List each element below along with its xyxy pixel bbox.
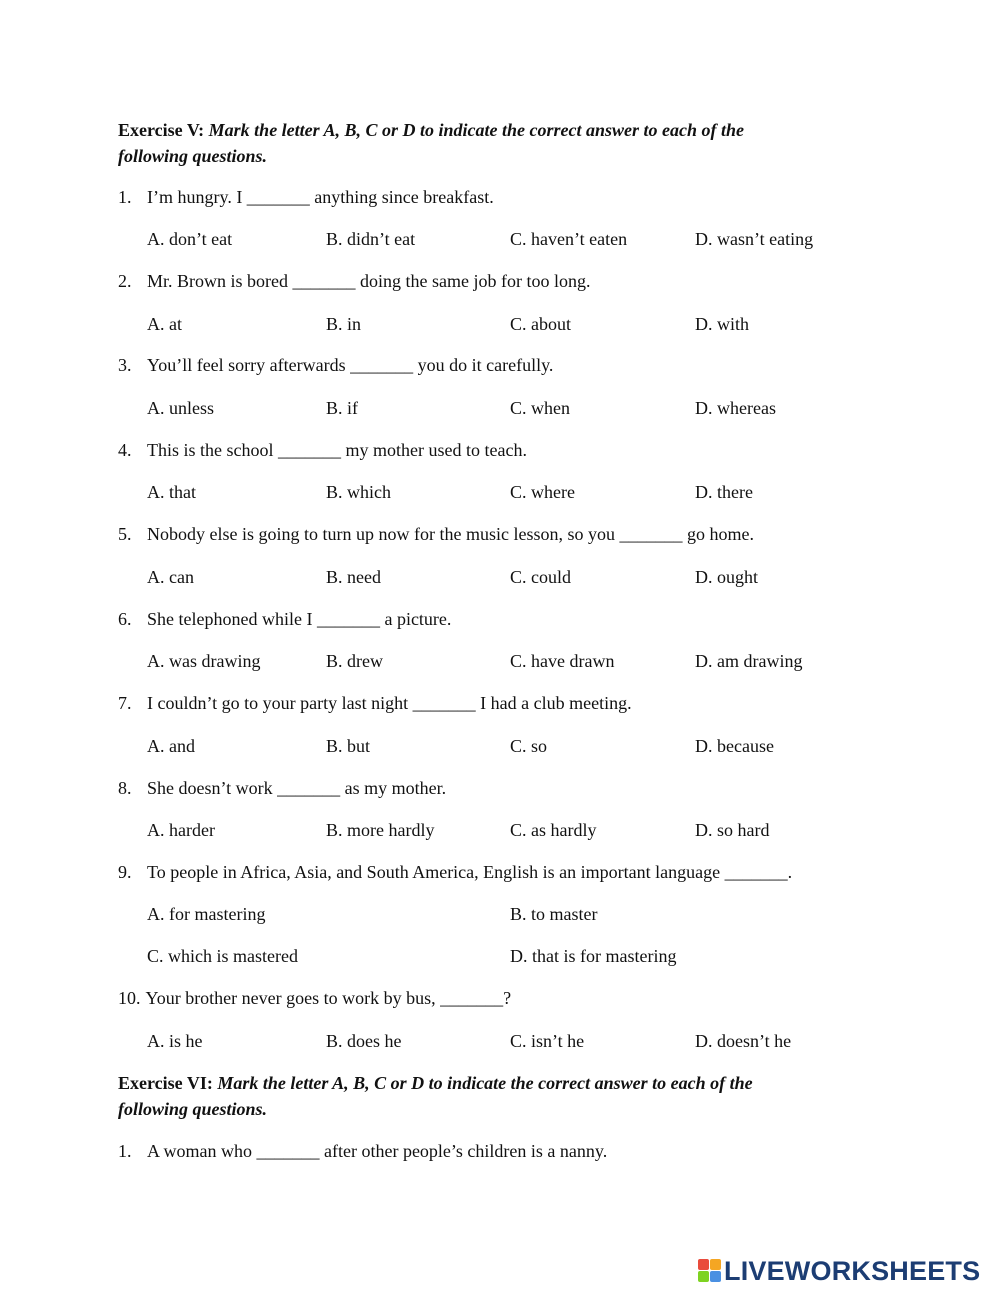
option-a[interactable]: A. for mastering [147,904,266,924]
question-number: 3. [118,355,132,375]
option-b[interactable]: B. which [326,482,391,502]
option-c[interactable]: C. could [510,567,571,587]
question-2 [118,270,590,292]
exercise-5-instruction-line2: following questions. [118,146,268,166]
option-b[interactable]: B. drew [326,651,383,671]
option-a[interactable]: A. was drawing [147,651,261,671]
question-number: 8. [118,778,132,798]
question-9 [118,861,792,883]
question-text: Mr. Brown is bored _______ doing the same job for too long. [147,271,591,291]
option-d[interactable]: D. so hard [695,820,770,840]
option-b[interactable]: B. need [326,567,381,587]
question-number: 1. [118,1141,132,1161]
question-number: 4. [118,440,132,460]
option-b[interactable]: B. but [326,736,371,756]
question-text: This is the school _______ my mother used to teach. [147,440,527,460]
exercise-6-question-1 [118,1140,607,1162]
option-a[interactable]: A. that [147,482,196,502]
exercise-6-label: Exercise VI: [118,1073,213,1093]
question-number: 5. [118,524,132,544]
question-text: You’ll feel sorry afterwards _______ you do it carefully. [147,355,554,375]
option-b[interactable]: B. if [326,398,359,418]
option-b[interactable]: B. does he [326,1031,402,1051]
question-number: 1. [118,187,132,207]
logo-text: LIVEWORKSHEETS [724,1255,981,1286]
option-a[interactable]: A. can [147,567,194,587]
question-text: A woman who _______ after other people’s children is a nanny. [147,1141,608,1161]
option-b[interactable]: B. didn’t eat [326,229,416,249]
option-a[interactable]: A. don’t eat [147,229,233,249]
option-c[interactable]: C. about [510,314,571,334]
option-b[interactable]: B. more hardly [326,820,435,840]
option-a[interactable]: A. and [147,736,195,756]
option-a[interactable]: A. is he [147,1031,203,1051]
option-c[interactable]: C. as hardly [510,820,597,840]
question-text: I’m hungry. I _______ anything since breakfast. [147,187,494,207]
option-a[interactable]: A. unless [147,398,214,418]
option-d[interactable]: D. with [695,314,749,334]
question-10 [118,987,511,1009]
option-d[interactable]: D. wasn’t eating [695,229,814,249]
question-number: 2. [118,271,132,291]
option-c[interactable]: C. haven’t eaten [510,229,628,249]
option-d[interactable]: D. whereas [695,398,776,418]
option-c[interactable]: C. so [510,736,548,756]
question-3 [118,354,553,376]
question-5 [118,523,754,545]
question-4 [118,439,527,461]
question-text: To people in Africa, Asia, and South America, English is an important language _______. [147,862,793,882]
option-d[interactable]: D. am drawing [695,651,803,671]
exercise-5-heading [118,117,838,169]
option-d[interactable]: D. there [695,482,753,502]
exercise-5-instruction: Mark the letter A, B, C or D to indicate the correct answer to each of the [208,120,744,140]
question-8 [118,777,446,799]
question-1 [118,186,494,208]
option-b[interactable]: B. to master [510,904,598,924]
option-d[interactable]: D. because [695,736,774,756]
option-b[interactable]: B. in [326,314,362,334]
option-c[interactable]: C. which is mastered [147,946,298,966]
option-a[interactable]: A. at [147,314,182,334]
question-text: Your brother never goes to work by bus, _______? [145,988,512,1008]
option-a[interactable]: A. harder [147,820,215,840]
exercise-6-instruction: Mark the letter A, B, C or D to indicate the correct answer to each of the [217,1073,753,1093]
question-number: 10. [118,988,141,1008]
option-c[interactable]: C. isn’t he [510,1031,585,1051]
option-d[interactable]: D. ought [695,567,758,587]
question-number: 9. [118,862,132,882]
question-text: Nobody else is going to turn up now for the music lesson, so you _______ go home. [147,524,754,544]
question-text: She telephoned while I _______ a picture. [147,609,452,629]
question-6 [118,608,451,630]
question-text: She doesn’t work _______ as my mother. [147,778,447,798]
question-text: I couldn’t go to your party last night _______ I had a club meeting. [147,693,632,713]
exercise-5-label: Exercise V: [118,120,205,140]
option-c[interactable]: C. when [510,398,570,418]
exercise-6-heading [118,1070,838,1122]
option-c[interactable]: C. where [510,482,575,502]
question-number: 6. [118,609,132,629]
liveworksheets-logo-icon [698,1259,722,1283]
option-d[interactable]: D. doesn’t he [695,1031,792,1051]
question-number: 7. [118,693,132,713]
option-c[interactable]: C. have drawn [510,651,615,671]
question-7 [118,692,632,714]
liveworksheets-logo[interactable] [698,1256,980,1286]
option-d[interactable]: D. that is for mastering [510,946,677,966]
exercise-6-instruction-line2: following questions. [118,1099,268,1119]
